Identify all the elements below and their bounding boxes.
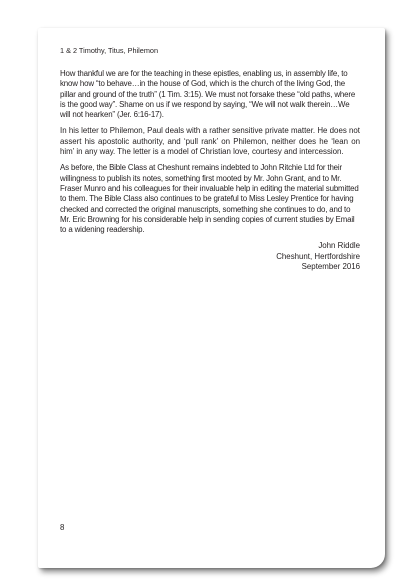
paragraph-acknowledgements: As before, the Bible Class at Cheshunt remains indebted to John Ritchie Ltd for their willingness to publish its notes, something first mooted by Mr. John Grant, and to Mr. Fraser Munro and his colleagues for their invaluable help in editing the material submitted to them. The Bible Class also continues to be grateful to Miss Lesley Prentice for having checked and corrected the original manuscripts, something she continues to do, and to Mr. Eric Browning for his considerable help in sending copies of current studies by Email to a widening readership. bbox=[60, 163, 359, 235]
book-page bbox=[38, 28, 385, 568]
paragraph-philemon: In his letter to Philemon, Paul deals with a rather sensitive private matter. He does not assert his apostolic authority, and ‘pull rank’ on Philemon, neither does he ‘lean on him’ in any way. The letter is a model of Christian love, courtesy and intercession. bbox=[60, 126, 360, 157]
signoff-place: Cheshunt, Hertfordshire bbox=[276, 251, 360, 261]
running-head: 1 & 2 Timothy, Titus, Philemon bbox=[60, 46, 159, 55]
signoff-name: John Riddle bbox=[318, 241, 360, 251]
signoff-date: September 2016 bbox=[301, 262, 360, 272]
signoff bbox=[60, 241, 360, 272]
paragraph-thankful: How thankful we are for the teaching in these epistles, enabling us, in assembly life, to know how “to behave…in the house of God, which is the church of the living God, the pillar and ground of the truth” (1 Tim. 3:15). We must not forsake these “old paths, where is the good way”. Shame on us if we respond by saying, “We will not walk therein…We will not hearken” (Jer. 6:16-17). bbox=[60, 69, 356, 120]
page-number: 8 bbox=[60, 523, 65, 532]
page-content bbox=[60, 46, 360, 272]
